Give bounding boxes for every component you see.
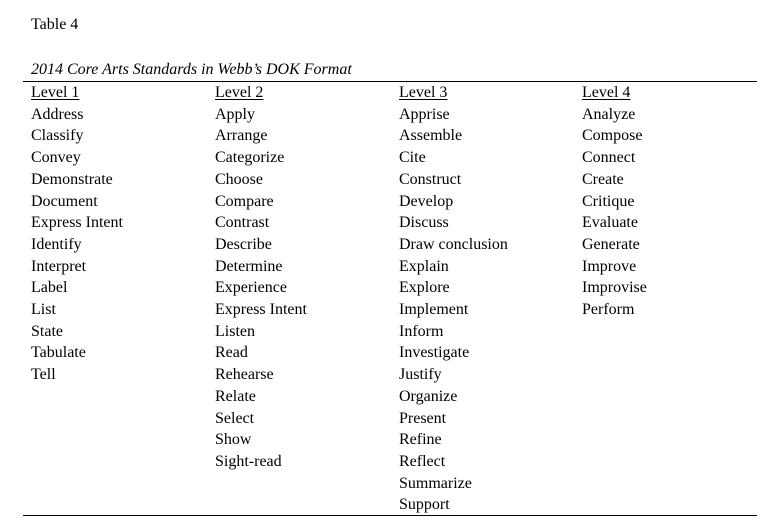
column-level-4 bbox=[582, 82, 647, 321]
dok-table bbox=[0, 82, 773, 514]
list-item: Choose bbox=[215, 170, 263, 188]
list-item: Critique bbox=[582, 192, 635, 210]
column-header-level-1: Level 1 bbox=[31, 84, 80, 101]
list-item: Discuss bbox=[399, 214, 449, 232]
list-item: Arrange bbox=[215, 127, 268, 145]
list-item: Read bbox=[215, 344, 248, 362]
list-item: Apprise bbox=[399, 105, 450, 123]
list-item: Analyze bbox=[582, 105, 636, 123]
list-item: Create bbox=[582, 170, 624, 188]
list-item: Tabulate bbox=[31, 344, 86, 362]
column-level-3 bbox=[399, 82, 508, 516]
column-header-level-2: Level 2 bbox=[215, 84, 264, 101]
list-item: Relate bbox=[215, 387, 256, 405]
list-item: Interpret bbox=[31, 257, 87, 275]
list-item: Investigate bbox=[399, 344, 470, 362]
list-item: Address bbox=[31, 105, 84, 123]
table-bottom-rule bbox=[23, 515, 757, 516]
list-item: Generate bbox=[582, 235, 640, 253]
list-item: Convey bbox=[31, 149, 81, 167]
list-item: Inform bbox=[399, 322, 444, 340]
list-item: Compose bbox=[582, 127, 643, 145]
list-item: Explain bbox=[399, 257, 449, 275]
list-item: Explore bbox=[399, 279, 450, 297]
list-item: Experience bbox=[215, 279, 287, 297]
list-item: Show bbox=[215, 431, 252, 449]
list-item: Refine bbox=[399, 431, 442, 449]
column-list-level-4 bbox=[582, 104, 647, 321]
column-level-1 bbox=[31, 82, 123, 386]
list-item: Describe bbox=[215, 235, 272, 253]
list-item: Support bbox=[399, 496, 450, 514]
list-item: Develop bbox=[399, 192, 454, 210]
list-item: Listen bbox=[215, 322, 255, 340]
list-item: Present bbox=[399, 409, 447, 427]
list-item: Document bbox=[31, 192, 98, 210]
list-item: Organize bbox=[399, 387, 458, 405]
list-item: List bbox=[31, 301, 56, 319]
list-item: Construct bbox=[399, 170, 462, 188]
column-list-level-1 bbox=[31, 104, 123, 386]
list-item: Apply bbox=[215, 105, 255, 123]
list-item: Improve bbox=[582, 257, 637, 275]
list-item: Express Intent bbox=[215, 301, 307, 319]
column-header-level-4: Level 4 bbox=[582, 84, 631, 101]
list-item: Implement bbox=[399, 301, 469, 319]
list-item: Improvise bbox=[582, 279, 647, 297]
list-item: Connect bbox=[582, 149, 636, 167]
list-item: Determine bbox=[215, 257, 283, 275]
table-caption: 2014 Core Arts Standards in Webb’s DOK Format bbox=[31, 61, 352, 78]
list-item: Tell bbox=[31, 366, 56, 384]
column-list-level-3 bbox=[399, 104, 508, 516]
list-item: Evaluate bbox=[582, 214, 638, 232]
list-item: Classify bbox=[31, 127, 84, 145]
list-item: Assemble bbox=[399, 127, 463, 145]
list-item: Cite bbox=[399, 149, 426, 167]
table-label: Table 4 bbox=[31, 16, 79, 33]
list-item: Rehearse bbox=[215, 366, 274, 384]
column-list-level-2 bbox=[215, 104, 307, 473]
list-item: Express Intent bbox=[31, 214, 123, 232]
list-item: Justify bbox=[399, 366, 442, 384]
list-item: Contrast bbox=[215, 214, 270, 232]
list-item: Label bbox=[31, 279, 68, 297]
list-item: State bbox=[31, 322, 63, 340]
list-item: Reflect bbox=[399, 452, 446, 470]
list-item: Demonstrate bbox=[31, 170, 113, 188]
list-item: Compare bbox=[215, 192, 274, 210]
list-item: Sight-read bbox=[215, 452, 282, 470]
column-header-level-3: Level 3 bbox=[399, 84, 448, 101]
column-level-2 bbox=[215, 82, 307, 473]
list-item: Summarize bbox=[399, 474, 472, 492]
list-item: Draw conclusion bbox=[399, 235, 508, 253]
list-item: Identify bbox=[31, 235, 82, 253]
list-item: Select bbox=[215, 409, 255, 427]
list-item: Perform bbox=[582, 301, 635, 319]
list-item: Categorize bbox=[215, 149, 285, 167]
